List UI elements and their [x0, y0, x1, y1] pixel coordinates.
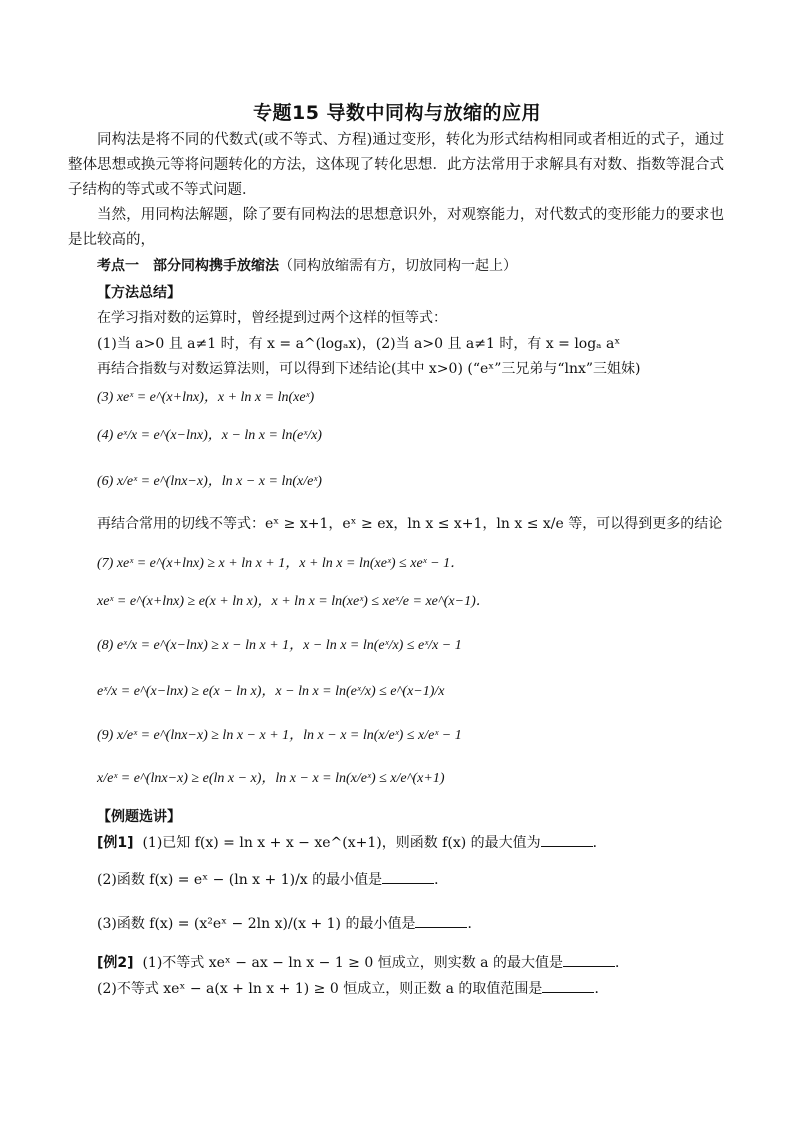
kaodian-note: （同构放缩需有方，切放同构一起上） — [279, 258, 517, 274]
example-2-q1-text: (1)不等式 xeˣ − ax − ln x − 1 ≥ 0 恒成立，则实数 a 的最大值是 — [142, 955, 563, 971]
example-2-q1 — [97, 952, 629, 972]
example-2-q2-text: (2)不等式 xeˣ − a(x + ln x + 1) ≥ 0 恒成立，则正数 a 的取值范围是 — [97, 981, 543, 997]
answer-blank — [541, 832, 593, 847]
formula-8b: eˣ/x = e^(x−lnx) ≥ e(x − ln x)，x − ln x = ln(eˣ/x) ≤ e^(x−1)/x — [97, 684, 445, 699]
formula-6-label: (6) — [97, 474, 114, 489]
formula-3: (3) xeˣ = e^(x+lnx)，x + ln x = ln(xeˣ) — [97, 390, 315, 405]
example-1-label: [例1] — [97, 835, 134, 851]
formula-9a: (9) x/eˣ = e^(lnx−x) ≥ ln x − x + 1，ln x − x = ln(x/eˣ) ≤ x/eˣ − 1 — [97, 728, 462, 743]
formula-6 — [97, 470, 322, 490]
formula-6-body: x/eˣ = e^(lnx−x)，ln x − x = ln(x/eˣ) — [116, 474, 322, 489]
formula-4-body: eˣ/x = e^(x−lnx)，x − ln x = ln(eˣ/x) — [116, 428, 322, 443]
method-line-3: 再结合指数与对数运算法则，可以得到下述结论(其中 x>0) (“eˣ”三兄弟与“lnx”三姐妹) — [97, 361, 641, 377]
period: ． — [434, 872, 449, 888]
formula-4-label: (4) — [97, 428, 114, 443]
kaodian-label: 考点一 部分同构携手放缩法 — [97, 258, 279, 274]
formula-7b: xeˣ = e^(x+lnx) ≥ e(x + ln x)，x + ln x = ln(xeˣ) ≤ xeˣ/e = xe^(x−1)． — [97, 594, 490, 609]
example-1-q2 — [97, 869, 448, 889]
kaodian-heading — [97, 255, 517, 275]
identity-formulas: (1)当 a>0 且 a≠1 时，有 x = a^(logₐx)，(2)当 a>0 且 a≠1 时，有 x = logₐ aˣ — [97, 336, 621, 352]
intro-paragraph-1: 同构法是将不同的代数式(或不等式、方程)通过变形，转化为形式结构相同或者相近的式子，通过整体思想或换元等将问题转化的方法，这体现了转化思想．此方法常用于求解具有对数、指数等混合式子结构的等式或不等式问题． — [68, 132, 724, 198]
intro-paragraph-2: 当然，用同构法解题，除了要有同构法的思想意识外，对观察能力，对代数式的变形能力的要求也是比较高的， — [68, 207, 724, 248]
example-1-q2-text: (2)函数 f(x) = eˣ − (ln x + 1)/x 的最小值是 — [97, 872, 383, 888]
answer-blank — [542, 978, 594, 993]
example-1-q1-text: (1)已知 f(x) = ln x + x − xe^(x+1)，则函数 f(x) 的最大值为 — [142, 835, 541, 851]
formula-4 — [97, 424, 322, 444]
tangent-inequalities-line: 再结合常用的切线不等式：eˣ ≥ x+1，eˣ ≥ ex，ln x ≤ x+1，ln x ≤ x/e 等，可以得到更多的结论 — [97, 516, 723, 532]
formula-9b: x/eˣ = e^(lnx−x) ≥ e(ln x − x)，ln x − x = ln(x/eˣ) ≤ x/e^(x+1) — [97, 771, 445, 786]
period: ． — [614, 955, 629, 971]
answer-blank — [415, 913, 467, 928]
answer-blank — [382, 869, 434, 884]
example-1-q1 — [97, 832, 607, 852]
formula-7a: (7) xeˣ = e^(x+lnx) ≥ x + ln x + 1，x + ln x = ln(xeˣ) ≤ xeˣ − 1． — [97, 556, 465, 571]
method-line-1: 在学习指对数的运算时，曾经提到过两个这样的恒等式： — [97, 310, 447, 326]
page-title: 专题15 导数中同构与放缩的应用 — [252, 102, 542, 124]
examples-header: 【例题选讲】 — [97, 809, 181, 825]
answer-blank — [563, 952, 615, 967]
example-1-q3 — [97, 913, 481, 933]
example-2-q2 — [97, 978, 608, 998]
example-2-label: [例2] — [97, 955, 134, 971]
period: ． — [594, 981, 609, 997]
example-1-q3-text: (3)函数 f(x) = (x²eˣ − 2ln x)/(x + 1) 的最小值是 — [97, 916, 416, 932]
formula-8a: (8) eˣ/x = e^(x−lnx) ≥ x − ln x + 1，x − ln x = ln(eˣ/x) ≤ eˣ/x − 1 — [97, 638, 462, 653]
method-header: 【方法总结】 — [97, 285, 181, 301]
period: ． — [467, 916, 482, 932]
period: ． — [592, 835, 607, 851]
